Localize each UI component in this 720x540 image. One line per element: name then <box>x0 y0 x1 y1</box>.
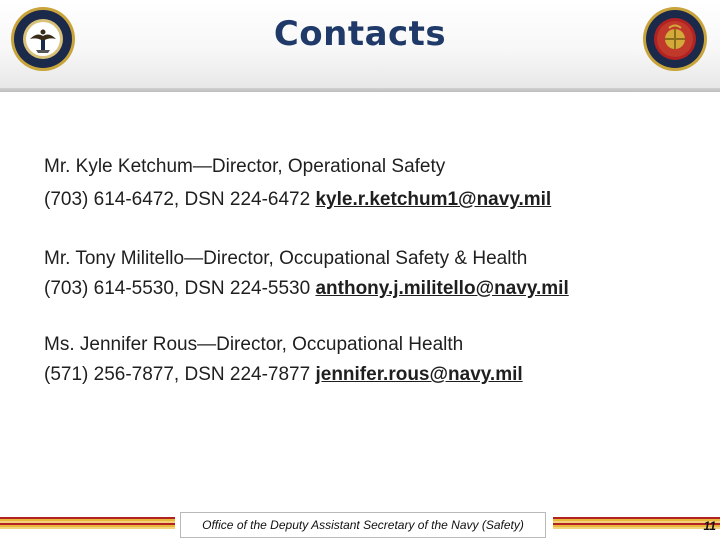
page-title: Contacts <box>273 14 447 54</box>
contact-phone: (703) 614-5530, DSN 224-5530 <box>44 278 311 299</box>
contact-name-title: Mr. Kyle Ketchum—Director, Operational Safety <box>44 156 446 177</box>
contact-phone-line <box>44 183 684 216</box>
contact-phone: (571) 256-7877, DSN 224-7877 <box>44 364 311 385</box>
contact-phone-line <box>44 274 569 304</box>
contact-name-title: Ms. Jennifer Rous—Director, Occupational Health <box>44 334 464 355</box>
contact-entry <box>44 150 684 216</box>
contact-phone: (703) 614-6472, DSN 224-6472 <box>44 189 311 210</box>
footer-office-label: Office of the Deputy Assistant Secretary of the Navy (Safety) <box>180 512 546 538</box>
contact-phone-line <box>44 360 523 390</box>
contact-email-link[interactable]: jennifer.rous@navy.mil <box>315 364 523 385</box>
contact-name-title: Mr. Tony Militello—Director, Occupational Safety & Health <box>44 248 528 269</box>
header-divider <box>0 88 720 92</box>
contact-email-link[interactable]: kyle.r.ketchum1@navy.mil <box>315 189 552 210</box>
contact-email-link[interactable]: anthony.j.militello@navy.mil <box>315 278 569 299</box>
contact-entry <box>44 330 523 390</box>
contacts-list <box>44 150 684 385</box>
footer-stripe-left <box>0 517 175 529</box>
marine-corps-seal-icon <box>642 6 708 72</box>
contact-entry <box>44 244 569 304</box>
page-number: 11 <box>703 519 716 533</box>
